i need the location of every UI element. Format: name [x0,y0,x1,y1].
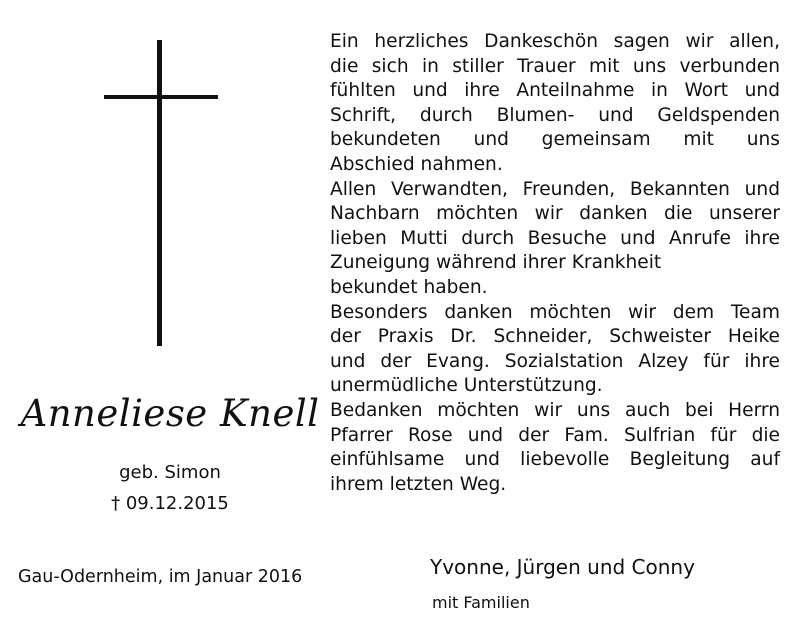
message-line: Schrift, durch Blumen- und Geldspenden [330,104,780,126]
cross-icon [104,40,218,346]
message-line: Abschied nahmen. [330,153,503,175]
cross-horizontal-bar [104,95,218,99]
message-line: einfühlsame und liebevolle Begleitung auf [330,449,780,471]
message-line: und der Evang. Sozialstation Alzey für ihre [330,350,780,372]
cross-vertical-bar [157,40,162,346]
signers: Yvonne, Jürgen und Conny [430,555,695,579]
message-line: lieben Mutti durch Besuche und Anrufe ihre [330,227,780,249]
message-line: die sich in stiller Trauer mit uns verbunden [330,55,780,77]
deceased-name: Anneliese Knell [20,392,320,435]
maiden-name: geb. Simon [119,462,221,483]
death-date: † 09.12.2015 [111,493,229,514]
message-line: fühlten und ihre Anteilnahme in Wort und [330,80,780,102]
message-line: bekundeten und gemeinsam mit uns [330,129,780,151]
message-line: unermüdliche Unterstützung. [330,375,603,397]
message-line: Nachbarn möchten wir danken die unserer [330,203,780,225]
message-line: bekundet haben. [330,276,488,298]
message-line: der Praxis Dr. Schneider, Schweister Heike [330,326,780,348]
message-line: Zuneigung während ihrer Krankheit [330,252,662,274]
message-line: Ein herzliches Dankeschön sagen wir allen, [330,31,780,52]
place-and-date: Gau-Odernheim, im Januar 2016 [18,567,303,587]
thank-you-message [330,30,780,497]
message-line: Allen Verwandten, Freunden, Bekannten und [330,178,780,200]
message-line: Pfarrer Rose und der Fam. Sulfrian für die [330,424,780,446]
families-note: mit Familien [432,593,530,612]
message-line: Besonders danken möchten wir dem Team [330,301,780,323]
message-line: ihrem letzten Weg. [330,473,507,495]
message-line: Bedanken möchten wir uns auch bei Herrn [330,399,780,421]
